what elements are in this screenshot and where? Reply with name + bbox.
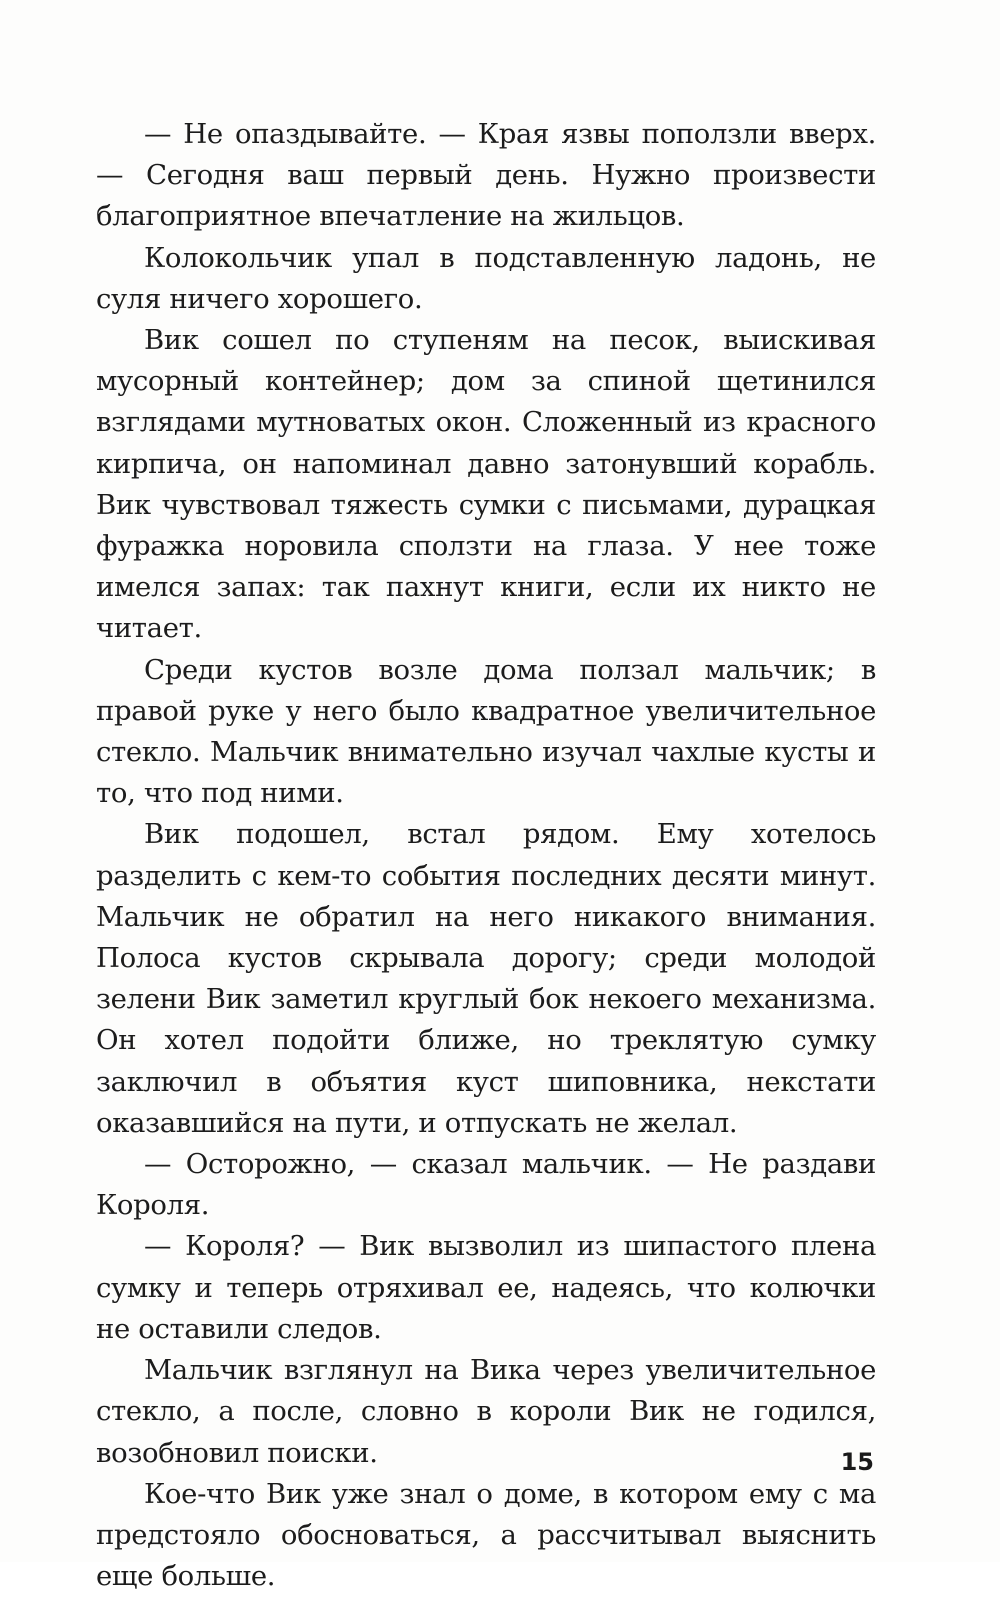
page-text [96, 114, 876, 1597]
page-number: 15 [840, 1448, 874, 1476]
paragraph-5: Вик подошел, встал рядом. Ему хотелось разделить с кем-то события последних десяти минут. Мальчик не обратил на него никакого внимания. Полоса кустов скрывала дорогу; среди молодой зелени Вик заметил круглый бок некоего механизма. Он хотел подойти ближе, но треклятую сумку заключил в объятия куст шиповника, некстати оказавшийся на пути, и отпускать не желал. [96, 818, 876, 1139]
paragraph-3: Вик сошел по ступеням на песок, выискивая мусорный контейнер; дом за спиной щетинился взглядами мутноватых окон. Сложенный из красного кирпича, он напоминал давно затонувший корабль. Вик чувствовал тяжесть сумки с письмами, дурацкая фуражка норовила сползти на глаза. У нее тоже имелся запах: так пахнут книги, если их никто не читает. [96, 324, 876, 645]
paragraph-6: — Осторожно, — сказал мальчик. — Не раздави Короля. [96, 1148, 876, 1222]
paragraph-7: — Короля? — Вик вызволил из шипастого плена сумку и теперь отряхивал ее, надеясь, что колючки не оставили следов. [96, 1230, 876, 1345]
paragraph-1: — Не опаздывайте. — Края язвы поползли вверх. — Сегодня ваш первый день. Нужно произвести благоприятное впечатление на жильцов. [96, 118, 876, 233]
paragraph-4: Среди кустов возле дома ползал мальчик; в правой руке у него было квадратное увеличительное стекло. Мальчик внимательно изучал чахлые кусты и то, что под ними. [96, 653, 876, 810]
paragraph-2: Колокольчик упал в подставленную ладонь, не суля ничего хорошего. [96, 241, 876, 315]
paragraph-9: Кое-что Вик уже знал о доме, в котором ему с ма предстояло обосноваться, а рассчитывал выяснить еще больше. [96, 1477, 876, 1593]
paragraph-8: Мальчик взглянул на Вика через увеличительное стекло, а после, словно в короли Вик не годился, возобновил поиски. [96, 1354, 876, 1469]
